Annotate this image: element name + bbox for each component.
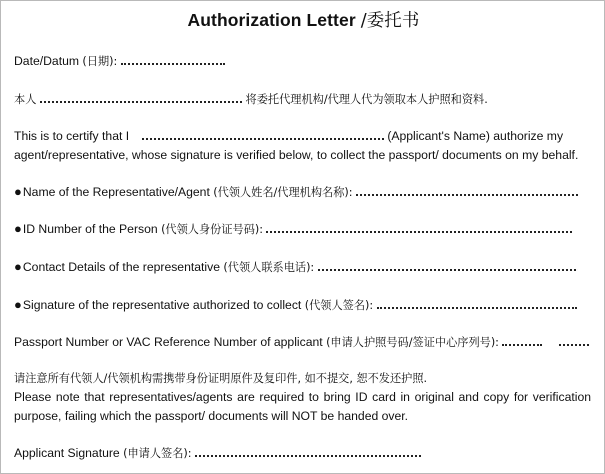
contact-details-line[interactable] [318, 259, 576, 271]
vac-reference-line[interactable] [559, 334, 589, 346]
passport-number-label: Passport Number or VAC Reference Number of applicant [14, 335, 323, 349]
passport-number-line[interactable] [502, 334, 542, 346]
id-number-label-cn: (代领人身份证号码): [161, 223, 264, 236]
applicant-signature-line[interactable] [195, 445, 421, 457]
date-input-line[interactable] [121, 53, 225, 65]
representative-name-line[interactable] [356, 184, 578, 196]
date-row [14, 53, 225, 69]
id-number-label: ID Number of the Person [22, 222, 158, 236]
title-chinese: /委托书 [360, 11, 420, 31]
principal-row [14, 91, 488, 107]
representative-signature-line[interactable] [377, 297, 577, 309]
contact-details-row [14, 259, 576, 275]
passport-number-row [14, 334, 589, 350]
applicant-signature-label-cn: (申请人签名): [123, 447, 192, 460]
bullet-icon: ● [14, 297, 22, 312]
passport-number-label-cn: (申请人护照号码/签证中心序列号): [326, 336, 499, 349]
applicant-signature-label: Applicant Signature [14, 446, 120, 460]
principal-name-line[interactable] [40, 91, 242, 103]
certify-line2: agent/representative, whose signature is verified below, to collect the passport/ documents on my behalf. [14, 148, 579, 162]
representative-signature-row [14, 297, 577, 313]
date-label-cn: (日期): [82, 55, 118, 68]
page-title [1, 7, 605, 32]
id-number-row [14, 221, 572, 237]
applicant-signature-row [14, 445, 421, 461]
principal-prefix: 本人 [14, 93, 37, 106]
title-english: Authorization Letter [187, 10, 356, 30]
representative-name-label-cn: (代领人姓名/代理机构名称): [213, 186, 353, 199]
bullet-icon: ● [14, 221, 22, 236]
certify-row [14, 128, 591, 143]
applicant-name-line[interactable] [142, 128, 384, 140]
date-label: Date/Datum [14, 54, 80, 68]
principal-suffix: 将委托代理机构/代理人代为领取本人护照和资料. [245, 93, 488, 106]
representative-name-label: Name of the Representative/Agent [22, 185, 210, 199]
contact-details-label-cn: (代领人联系电话): [223, 261, 315, 274]
bullet-icon: ● [14, 184, 22, 199]
contact-details-label: Contact Details of the representative [22, 260, 220, 274]
bullet-icon: ● [14, 259, 22, 274]
certify-suffix: (Applicant's Name) authorize my [387, 129, 564, 143]
representative-signature-label: Signature of the representative authorized to collect [22, 298, 302, 312]
notice-english: Please note that representatives/agents are required to bring ID card in original and copy for verification purpose, failing which the passport/ documents will NOT be handed over. [14, 390, 591, 423]
notice-chinese: 请注意所有代领人/代领机构需携带身份证明原件及复印件, 如不提交, 恕不发还护照. [14, 372, 428, 385]
certify-prefix: This is to certify that I [14, 129, 130, 143]
id-number-line[interactable] [266, 221, 572, 233]
representative-name-row [14, 184, 578, 200]
representative-signature-label-cn: (代领人签名): [304, 299, 374, 312]
